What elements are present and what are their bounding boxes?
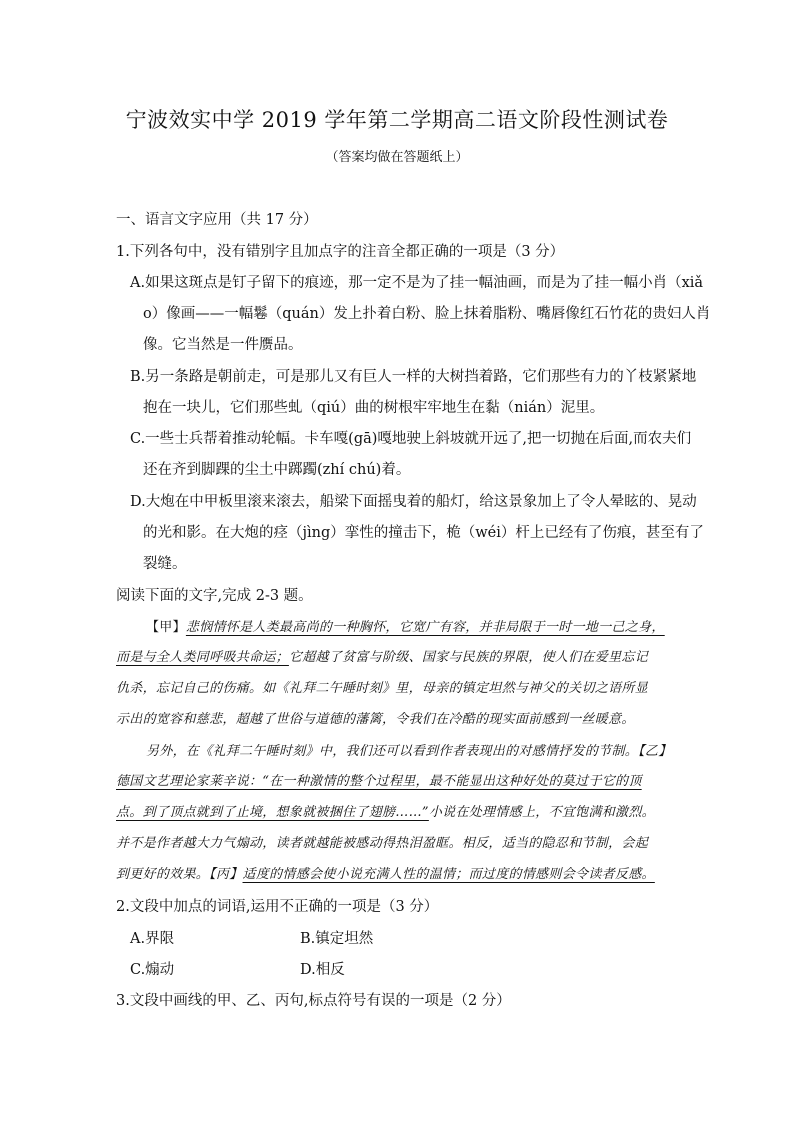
q1-option-b-line-1: B.另一条路是朝前走，可是那儿又有巨人一样的大树挡着路，它们那些有力的丫枝紧紧地	[130, 369, 697, 385]
marker-jia: 【甲】	[146, 620, 186, 635]
passage-p1-line-2: 而是与全人类同呼吸共命运；它超越了贫富与阶级、国家与民族的界限，使人们在爱里忘记	[116, 650, 649, 665]
q1-option-b-line-2: 抱在一块儿，它们那些虬（qiú）曲的树根牢牢地生在黏（nián）泥里。	[143, 400, 605, 416]
exam-title: 宁波效实中学 2019 学年第二学期高二语文阶段性测试卷	[125, 108, 669, 132]
section-heading: 一、语言文字应用（共 17 分）	[116, 212, 318, 228]
passage-p1-line-3: 仇杀，忘记自己的伤痛。如《礼拜二午睡时刻》里，母亲的镇定坦然与神父的关切之语所显	[116, 681, 649, 696]
passage-p2-line-4: 并不是作者越大力气煽动，读者就越能被感动得热泪盈眶。相反，适当的隐忍和节制，会起	[116, 836, 649, 851]
reading-intro: 阅读下面的文字,完成 2-3 题。	[116, 588, 313, 604]
q1-option-c-line-2: 还在齐到脚踝的尘土中踯躅(zhí chú)着。	[143, 462, 411, 478]
q2-option-c: C.煽动	[130, 962, 175, 978]
passage-p2-line-1: 另外，在《礼拜二午睡时刻》中，我们还可以看到作者表现出的对感情抒发的节制。【乙】	[146, 744, 672, 759]
sentence-jia-part-2: 而是与全人类同呼吸共命运；	[116, 650, 289, 665]
q1-option-d-line-1: D.大炮在中甲板里滚来滚去，船梁下面摇曳着的船灯，给这景象加上了令人晕眩的、晃动	[130, 494, 697, 510]
q2-option-a: A.界限	[130, 931, 175, 947]
passage-p2-line-5: 到更好的效果。【丙】适度的情感会使小说充满人性的温情；而过度的情感则会令读者反感。	[116, 867, 655, 882]
q1-option-a-line-3: 像。它当然是一件赝品。	[143, 337, 303, 353]
q1-option-a-line-2: o）像画——一幅鬈（quán）发上扑着白粉、脸上抹着脂粉、嘴唇像红石竹花的贵妇人肖	[143, 306, 711, 322]
q2-option-d: D.相反	[300, 962, 345, 978]
q2-option-b: B.镇定坦然	[300, 931, 374, 947]
passage-p2-line-3: 点。到了顶点就到了止境，想象就被捆住了翅膀……”小说在处理情感上，不宜饱满和激烈。	[116, 805, 655, 820]
passage-p1-line-4: 示出的宽容和慈悲，超越了世俗与道德的藩篱，令我们在冷酷的现实面前感到一丝暖意。	[116, 712, 635, 727]
sentence-jia-part-1: 悲悯情怀是人类最高尚的一种胸怀，它宽广有容，并非局限于一时一地一己之身，	[185, 620, 665, 635]
exam-subtitle: （答案均做在答题纸上）	[325, 150, 469, 165]
passage-p1-line-1	[146, 616, 665, 635]
q1-option-a-line-1: A.如果这斑点是钉子留下的痕迹，那一定不是为了挂一幅油画，而是为了挂一幅小肖（xiǎ	[130, 275, 704, 291]
q1-option-c-line-1: C.一些士兵帮着推动轮幅。卡车嘎(gā)嘎地驶上斜坡就开远了,把一切抛在后面,而农夫们	[130, 431, 692, 447]
q1-option-d-line-3: 裂缝。	[143, 556, 187, 572]
q1-option-d-line-2: 的光和影。在大炮的痉（jìng）挛性的撞击下，桅（wéi）杆上已经有了伤痕，甚至有了	[143, 525, 704, 541]
question-1-stem: 1.下列各句中，没有错别字且加点字的注音全都正确的一项是（3 分）	[116, 244, 565, 260]
sentence-bing: 适度的情感会使小说充满人性的温情；而过度的情感则会令读者反感。	[242, 867, 655, 882]
sentence-yi-part-2: 点。到了顶点就到了止境，想象就被捆住了翅膀……”	[116, 805, 429, 820]
passage-p2-line-2	[116, 770, 642, 789]
question-3-stem: 3.文段中画线的甲、乙、丙句,标点符号有误的一项是（2 分）	[116, 993, 511, 1009]
sentence-yi-part-1: 德国文艺理论家莱辛说：“在一种激情的整个过程里，最不能显出这种好处的莫过于它的顶	[116, 774, 642, 789]
question-2-stem: 2.文段中加点的词语,运用不正确的一项是（3 分）	[116, 899, 439, 915]
